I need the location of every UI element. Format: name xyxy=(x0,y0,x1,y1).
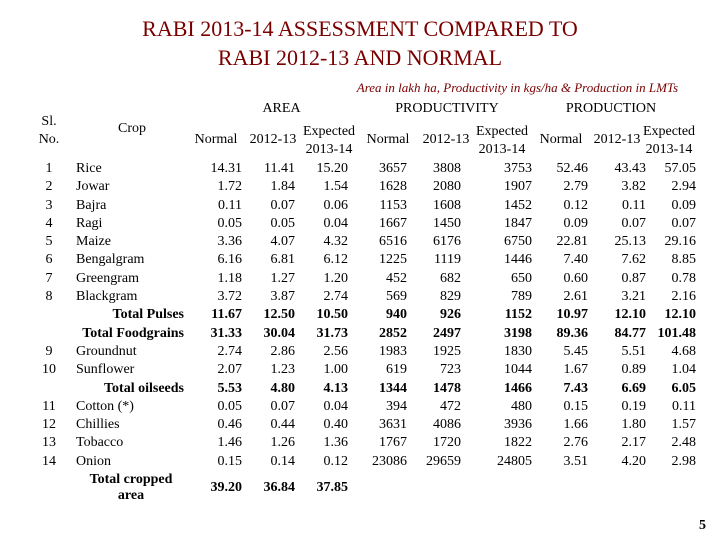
value-cell: 1.46 xyxy=(217,435,242,451)
value-cell: 14.31 xyxy=(210,161,242,176)
table-row xyxy=(29,417,703,435)
table-row xyxy=(29,454,703,472)
value-cell: 29659 xyxy=(426,453,461,469)
value-cell: 10.97 xyxy=(556,307,588,323)
sl-header-line-1: Sl. xyxy=(41,114,57,129)
crop-cell: Rice xyxy=(76,161,102,176)
sl-no-cell: 1 xyxy=(45,161,53,176)
value-cell: 1452 xyxy=(504,197,532,213)
value-cell: 12.10 xyxy=(614,307,646,323)
value-cell: 2.74 xyxy=(323,289,348,305)
value-cell: 7.62 xyxy=(621,252,646,268)
value-cell: 2.17 xyxy=(621,435,646,451)
crop-cell: Cotton (*) xyxy=(76,398,134,414)
table-body xyxy=(29,161,703,506)
value-cell: 1.18 xyxy=(217,270,242,286)
expected-line-1: Expected xyxy=(642,124,696,139)
value-cell: 4.32 xyxy=(323,234,348,250)
value-cell: 6176 xyxy=(433,234,461,250)
value-cell: 0.07 xyxy=(621,215,646,231)
value-cell: 0.87 xyxy=(621,270,646,286)
value-cell: 1925 xyxy=(433,343,461,359)
value-cell: 39.20 xyxy=(210,480,242,496)
value-cell: 394 xyxy=(386,398,407,414)
crop-header: Crop xyxy=(118,121,146,136)
sl-header-line-2: No. xyxy=(38,132,60,147)
expected-line-1: Expected xyxy=(475,124,529,139)
value-cell: 1907 xyxy=(504,179,532,195)
value-cell: 2.79 xyxy=(563,179,588,195)
value-cell: 1478 xyxy=(433,380,461,396)
value-cell: 1628 xyxy=(379,179,407,195)
value-cell: 1983 xyxy=(379,343,407,359)
value-cell: 3.36 xyxy=(217,234,242,250)
value-cell: 3.21 xyxy=(621,289,646,305)
value-cell: 0.78 xyxy=(671,270,696,286)
sl-no-cell: 10 xyxy=(42,362,56,378)
value-cell: 2080 xyxy=(433,179,461,195)
table-row xyxy=(29,344,703,362)
value-cell: 0.09 xyxy=(671,197,696,213)
value-cell: 1720 xyxy=(433,435,461,451)
value-cell: 11.67 xyxy=(211,307,242,323)
value-cell: 3808 xyxy=(433,161,461,176)
value-cell: 0.12 xyxy=(323,453,348,469)
crop-cell: Total Pulses xyxy=(112,307,184,323)
sl-no-cell: 14 xyxy=(42,453,56,469)
value-cell: 8.85 xyxy=(671,252,696,268)
value-cell: 1044 xyxy=(504,362,532,378)
value-cell: 789 xyxy=(511,289,532,305)
crop-cell: Jowar xyxy=(76,179,110,195)
value-cell: 4086 xyxy=(433,417,461,433)
area-expected-header xyxy=(300,123,358,159)
value-cell: 1.84 xyxy=(270,179,295,195)
value-cell: 1446 xyxy=(504,252,532,268)
table-row xyxy=(29,435,703,453)
value-cell: 37.85 xyxy=(316,480,348,496)
crop-cell: Groundnut xyxy=(76,343,137,359)
value-cell: 1.04 xyxy=(671,362,696,378)
value-cell: 1608 xyxy=(433,197,461,213)
crop-cell: Total Foodgrains xyxy=(82,325,184,341)
value-cell: 1.57 xyxy=(671,417,696,433)
value-cell: 0.07 xyxy=(671,215,696,231)
value-cell: 0.06 xyxy=(323,197,348,213)
value-cell: 2.76 xyxy=(563,435,588,451)
value-cell: 1466 xyxy=(504,380,532,396)
value-cell: 1830 xyxy=(504,343,532,359)
value-cell: 6.69 xyxy=(621,380,646,396)
value-cell: 3936 xyxy=(504,417,532,433)
value-cell: 23086 xyxy=(372,453,407,469)
total-cropped-area-row xyxy=(29,472,703,506)
productivity-expected-header xyxy=(473,123,531,159)
value-cell: 3.72 xyxy=(217,289,242,305)
value-cell: 1822 xyxy=(504,435,532,451)
table-row xyxy=(29,161,703,179)
area-normal-header: Normal xyxy=(194,132,238,147)
table-row xyxy=(29,289,703,307)
value-cell: 0.07 xyxy=(270,398,295,414)
value-cell: 0.46 xyxy=(217,417,242,433)
value-cell: 1153 xyxy=(379,197,407,213)
value-cell: 2.61 xyxy=(563,289,588,305)
value-cell: 472 xyxy=(440,398,461,414)
value-cell: 1.66 xyxy=(563,417,588,433)
units-note: Area in lakh ha, Productivity in kgs/ha & Production in LMTs xyxy=(356,80,678,95)
group-header-area: AREA xyxy=(262,101,301,116)
value-cell: 682 xyxy=(440,270,461,286)
value-cell: 2.48 xyxy=(671,435,696,451)
value-cell: 10.50 xyxy=(316,307,348,323)
value-cell: 3.87 xyxy=(270,289,295,305)
crop-cell: Blackgram xyxy=(76,289,138,305)
expected-line-2: 2013-14 xyxy=(305,142,353,157)
production-normal-header: Normal xyxy=(539,132,583,147)
crop-line-2: area xyxy=(117,488,145,504)
value-cell: 926 xyxy=(440,307,461,323)
total-row xyxy=(29,326,703,344)
value-cell: 0.05 xyxy=(217,398,242,414)
value-cell: 31.33 xyxy=(210,325,242,341)
value-cell: 1847 xyxy=(504,215,532,231)
value-cell: 1.27 xyxy=(270,270,295,286)
crop-line-1: Total cropped xyxy=(89,472,173,488)
value-cell: 3.82 xyxy=(621,179,646,195)
value-cell: 0.15 xyxy=(563,398,588,414)
expected-line-1: Expected xyxy=(302,124,356,139)
title-line-2: RABI 2012-13 AND NORMAL xyxy=(217,45,503,70)
value-cell: 480 xyxy=(511,398,532,414)
value-cell: 0.14 xyxy=(270,453,295,469)
value-cell: 2.16 xyxy=(671,289,696,305)
value-cell: 1119 xyxy=(434,252,461,268)
value-cell: 6516 xyxy=(379,234,407,250)
value-cell: 3657 xyxy=(379,161,407,176)
value-cell: 1225 xyxy=(379,252,407,268)
value-cell: 29.16 xyxy=(664,234,696,250)
value-cell: 1.80 xyxy=(621,417,646,433)
value-cell: 36.84 xyxy=(263,480,295,496)
value-cell: 1.26 xyxy=(270,435,295,451)
value-cell: 5.53 xyxy=(217,380,242,396)
total-row xyxy=(29,307,703,325)
page-title xyxy=(0,14,720,72)
value-cell: 940 xyxy=(386,307,407,323)
sl-no-cell: 5 xyxy=(45,234,53,250)
value-cell: 452 xyxy=(386,270,407,286)
sl-no-cell: 12 xyxy=(42,417,56,433)
sl-no-cell: 8 xyxy=(45,289,53,305)
value-cell: 4.68 xyxy=(671,343,696,359)
value-cell: 4.13 xyxy=(323,380,348,396)
value-cell: 12.10 xyxy=(664,307,696,323)
crop-cell: Bajra xyxy=(76,197,107,213)
table-row xyxy=(29,234,703,252)
table-row xyxy=(29,399,703,417)
table-row xyxy=(29,198,703,216)
value-cell: 2852 xyxy=(379,325,407,341)
value-cell: 101.48 xyxy=(657,325,696,341)
value-cell: 0.11 xyxy=(672,398,696,414)
crop-cell: Onion xyxy=(76,453,111,469)
value-cell: 52.46 xyxy=(556,161,588,176)
sl-no-cell: 9 xyxy=(45,343,53,359)
sl-no-cell: 13 xyxy=(42,435,56,451)
value-cell: 3631 xyxy=(379,417,407,433)
group-header-productivity: PRODUCTIVITY xyxy=(395,101,499,116)
value-cell: 22.81 xyxy=(556,234,588,250)
value-cell: 619 xyxy=(386,362,407,378)
value-cell: 723 xyxy=(440,362,461,378)
value-cell: 0.07 xyxy=(270,197,295,213)
value-cell: 57.05 xyxy=(664,161,696,176)
crop-cell: Tobacco xyxy=(76,435,124,451)
productivity-normal-header: Normal xyxy=(366,132,410,147)
value-cell: 6.05 xyxy=(671,380,696,396)
value-cell: 84.77 xyxy=(614,325,646,341)
crop-cell: Ragi xyxy=(76,215,103,231)
value-cell: 0.04 xyxy=(323,398,348,414)
value-cell: 6.16 xyxy=(217,252,242,268)
value-cell: 89.36 xyxy=(556,325,588,341)
sl-no-cell: 2 xyxy=(45,179,53,195)
value-cell: 1.67 xyxy=(563,362,588,378)
value-cell: 0.19 xyxy=(621,398,646,414)
value-cell: 1152 xyxy=(504,307,532,323)
group-header-production: PRODUCTION xyxy=(565,101,657,116)
crop-cell xyxy=(76,472,186,504)
value-cell: 2.74 xyxy=(217,343,242,359)
value-cell: 2.56 xyxy=(323,343,348,359)
page-number: 5 xyxy=(699,518,706,533)
value-cell: 0.60 xyxy=(563,270,588,286)
value-cell: 15.20 xyxy=(316,161,348,176)
value-cell: 1667 xyxy=(379,215,407,231)
value-cell: 4.80 xyxy=(270,380,295,396)
value-cell: 6.12 xyxy=(323,252,348,268)
value-cell: 5.45 xyxy=(563,343,588,359)
value-cell: 2.94 xyxy=(671,179,696,195)
value-cell: 3753 xyxy=(504,161,532,176)
area-2012-13-header: 2012-13 xyxy=(249,132,297,147)
value-cell: 0.05 xyxy=(217,215,242,231)
expected-line-2: 2013-14 xyxy=(478,142,526,157)
value-cell: 650 xyxy=(511,270,532,286)
sl-no-cell: 11 xyxy=(42,398,56,414)
value-cell: 1450 xyxy=(433,215,461,231)
table-row xyxy=(29,271,703,289)
value-cell: 31.73 xyxy=(316,325,348,341)
sl-no-cell: 6 xyxy=(45,252,53,268)
crop-cell: Total oilseeds xyxy=(104,380,184,396)
value-cell: 0.11 xyxy=(622,197,646,213)
production-expected-header xyxy=(640,123,698,159)
crop-cell: Sunflower xyxy=(76,362,135,378)
value-cell: 1.23 xyxy=(270,362,295,378)
value-cell: 1767 xyxy=(379,435,407,451)
value-cell: 2.98 xyxy=(671,453,696,469)
value-cell: 0.44 xyxy=(270,417,295,433)
productivity-2012-13-header: 2012-13 xyxy=(422,132,470,147)
total-row xyxy=(29,381,703,399)
table-row xyxy=(29,179,703,197)
value-cell: 25.13 xyxy=(614,234,646,250)
value-cell: 4.07 xyxy=(270,234,295,250)
value-cell: 0.05 xyxy=(270,215,295,231)
table-row xyxy=(29,216,703,234)
value-cell: 829 xyxy=(440,289,461,305)
crop-cell: Bengalgram xyxy=(76,252,145,268)
value-cell: 1.00 xyxy=(323,362,348,378)
value-cell: 30.04 xyxy=(263,325,295,341)
value-cell: 4.20 xyxy=(621,453,646,469)
value-cell: 6750 xyxy=(504,234,532,250)
value-cell: 0.09 xyxy=(563,215,588,231)
value-cell: 5.51 xyxy=(621,343,646,359)
expected-line-2: 2013-14 xyxy=(645,142,693,157)
value-cell: 0.40 xyxy=(323,417,348,433)
value-cell: 0.12 xyxy=(563,197,588,213)
value-cell: 7.43 xyxy=(563,380,588,396)
table-row xyxy=(29,362,703,380)
value-cell: 11.41 xyxy=(264,161,295,176)
sl-no-cell: 7 xyxy=(45,270,53,286)
crop-cell: Chillies xyxy=(76,417,120,433)
table-row xyxy=(29,252,703,270)
production-2012-13-header: 2012-13 xyxy=(593,132,641,147)
value-cell: 24805 xyxy=(497,453,532,469)
value-cell: 1.20 xyxy=(323,270,348,286)
value-cell: 6.81 xyxy=(270,252,295,268)
value-cell: 2.86 xyxy=(270,343,295,359)
sl-no-cell: 3 xyxy=(45,197,53,213)
value-cell: 43.43 xyxy=(614,161,646,176)
value-cell: 1.54 xyxy=(323,179,348,195)
crop-cell: Maize xyxy=(76,234,111,250)
crop-cell: Greengram xyxy=(76,270,139,286)
sl-no-cell: 4 xyxy=(45,215,53,231)
title-line-1: RABI 2013-14 ASSESSMENT COMPARED TO xyxy=(142,16,578,41)
value-cell: 1344 xyxy=(379,380,407,396)
value-cell: 0.11 xyxy=(218,197,242,213)
value-cell: 1.72 xyxy=(217,179,242,195)
value-cell: 2.07 xyxy=(217,362,242,378)
sl-no-header xyxy=(29,113,69,149)
value-cell: 0.89 xyxy=(621,362,646,378)
value-cell: 12.50 xyxy=(263,307,295,323)
value-cell: 0.04 xyxy=(323,215,348,231)
value-cell: 2497 xyxy=(433,325,461,341)
value-cell: 569 xyxy=(386,289,407,305)
value-cell: 3.51 xyxy=(563,453,588,469)
value-cell: 1.36 xyxy=(323,435,348,451)
value-cell: 3198 xyxy=(504,325,532,341)
value-cell: 0.15 xyxy=(217,453,242,469)
value-cell: 7.40 xyxy=(563,252,588,268)
